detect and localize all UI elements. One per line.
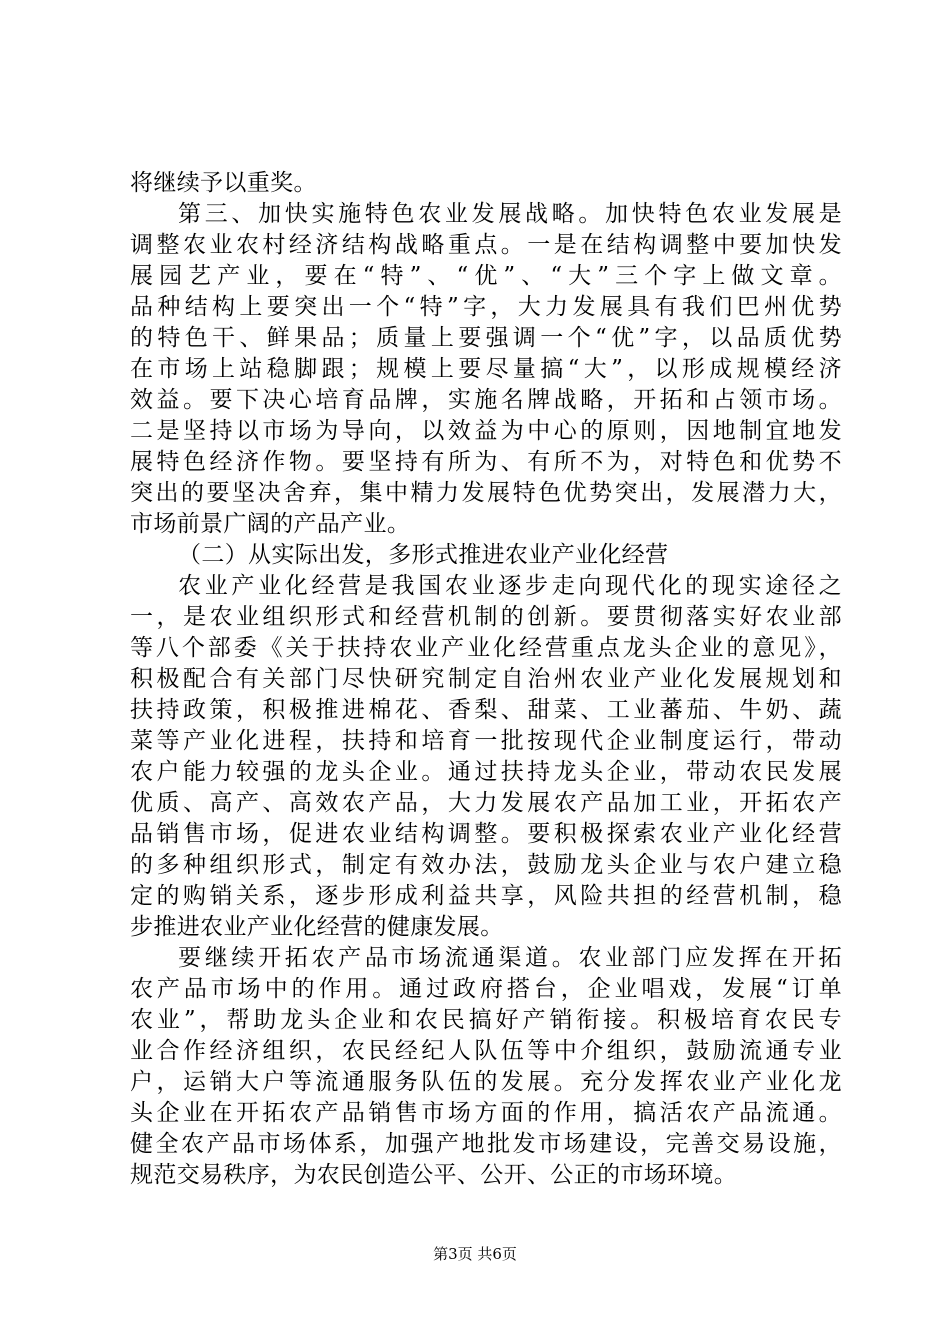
text-line: 的特色干、鲜果品；质量上要强调一个“优”字，以品质优势	[130, 325, 842, 351]
text-line: 调整农业农村经济结构战略重点。一是在结构调整中要加快发	[130, 232, 842, 258]
text-line: 步推进农业产业化经营的健康发展。	[130, 914, 504, 940]
page-number-label: 第3页 共6页	[433, 1245, 517, 1263]
text-line: 菜等产业化进程，扶持和培育一批按现代企业制度运行，带动	[130, 728, 842, 754]
text-line: 等八个部委《关于扶持农业产业化经营重点龙头企业的意见》，	[130, 635, 842, 661]
text-line: 品种结构上要突出一个“特”字，大力发展具有我们巴州优势	[130, 294, 842, 320]
text-line: 农产品市场中的作用。通过政府搭台，企业唱戏，发展“订单	[130, 976, 842, 1002]
text-line: 二是坚持以市场为导向，以效益为中心的原则，因地制宜地发	[130, 418, 842, 444]
text-line: 业合作经济组织，农民经纪人队伍等中介组织，鼓励流通专业	[130, 1038, 842, 1064]
text-line: 的多种组织形式，制定有效办法，鼓励龙头企业与农户建立稳	[130, 852, 842, 878]
text-line: 头企业在开拓农产品销售市场方面的作用，搞活农产品流通。	[130, 1100, 842, 1126]
text-line: 在市场上站稳脚跟；规模上要尽量搞“大”，以形成规模经济	[130, 356, 842, 382]
text-line: 农业产业化经营是我国农业逐步走向现代化的现实途径之	[178, 573, 842, 599]
text-line: 积极配合有关部门尽快研究制定自治州农业产业化发展规划和	[130, 666, 842, 692]
page-footer	[0, 1244, 950, 1264]
text-line: 健全农产品市场体系，加强产地批发市场建设，完善交易设施，	[130, 1131, 842, 1157]
text-line: 效益。要下决心培育品牌，实施名牌战略，开拓和占领市场。	[130, 387, 842, 413]
text-line: 一，是农业组织形式和经营机制的创新。要贯彻落实好农业部	[130, 604, 842, 630]
text-line: 展特色经济作物。要坚持有所为、有所不为，对特色和优势不	[130, 449, 842, 475]
text-line: 优质、高产、高效农产品，大力发展农产品加工业，开拓农产	[130, 790, 842, 816]
text-line: 将继续予以重奖。	[130, 170, 317, 196]
text-line: 户，运销大户等流通服务队伍的发展。充分发挥农业产业化龙	[130, 1069, 842, 1095]
text-line: （二）从实际出发，多形式推进农业产业化经营	[178, 542, 669, 568]
text-line: 农业”，帮助龙头企业和农民搞好产销衔接。积极培育农民专	[130, 1007, 842, 1033]
text-line: 第三、加快实施特色农业发展战略。加快特色农业发展是	[178, 201, 842, 227]
document-body	[130, 168, 842, 1191]
text-line: 展园艺产业，要在“特”、“优”、“大”三个字上做文章。	[130, 263, 842, 289]
text-line: 要继续开拓农产品市场流通渠道。农业部门应发挥在开拓	[178, 945, 842, 971]
text-line: 市场前景广阔的产品产业。	[130, 511, 411, 537]
text-line: 突出的要坚决舍弃，集中精力发展特色优势突出，发展潜力大，	[130, 480, 842, 506]
text-line: 扶持政策，积极推进棉花、香梨、甜菜、工业蕃茄、牛奶、蔬	[130, 697, 842, 723]
text-line: 定的购销关系，逐步形成利益共享，风险共担的经营机制，稳	[130, 883, 842, 909]
text-line: 规范交易秩序，为农民创造公平、公开、公正的市场环境。	[130, 1162, 738, 1188]
text-line: 品销售市场，促进农业结构调整。要积极探索农业产业化经营	[130, 821, 842, 847]
text-line: 农户能力较强的龙头企业。通过扶持龙头企业，带动农民发展	[130, 759, 842, 785]
